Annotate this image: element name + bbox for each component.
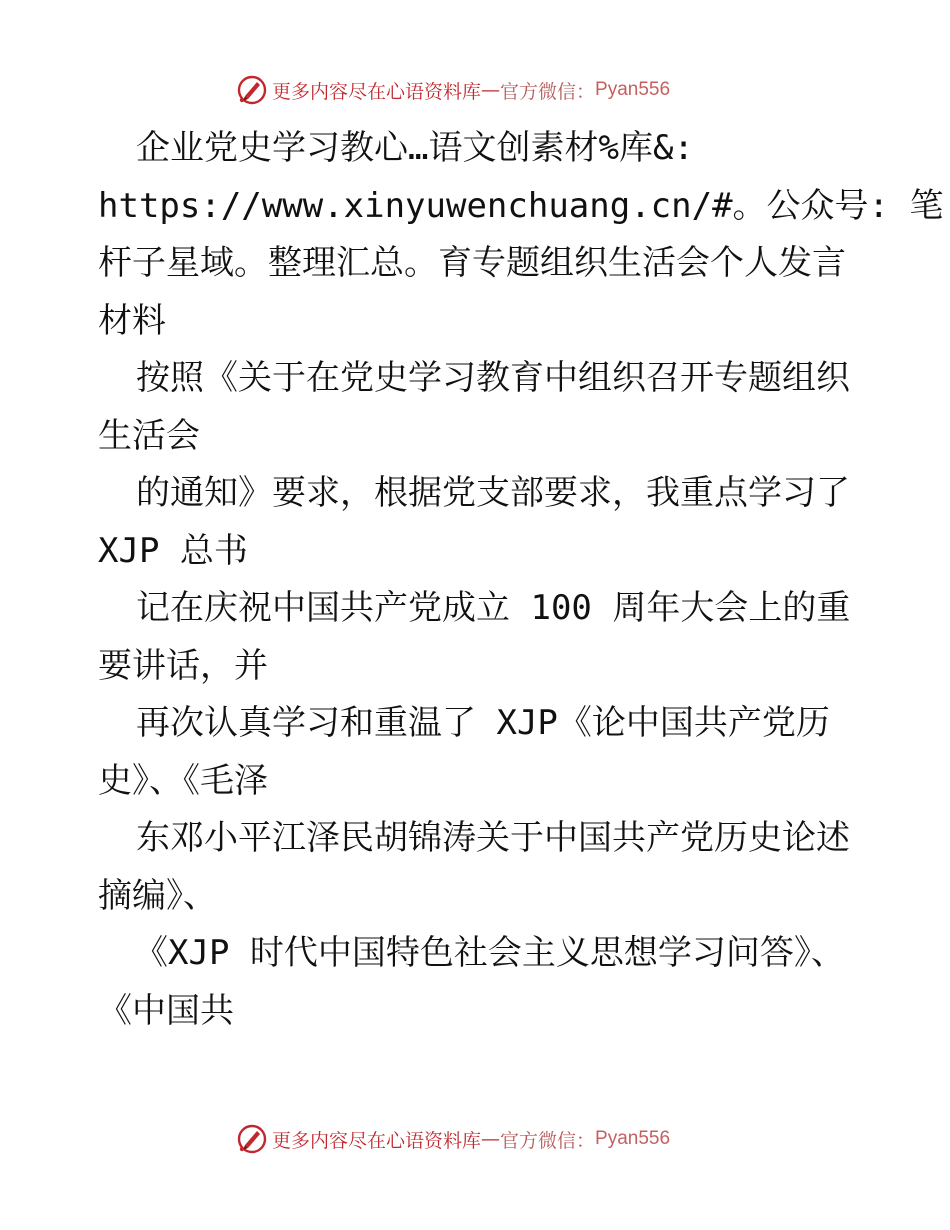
watermark-text: 更多内容尽在心语资料库: [272, 1129, 482, 1152]
text-line: 《中国共: [98, 990, 234, 1031]
pen-logo-icon: [236, 74, 268, 106]
text-line: 再次认真学习和重温了 XJP《论中国共产党历: [136, 703, 830, 743]
footer-watermark: [236, 1122, 716, 1156]
text-line: 记在庆祝中国共产党成立 100 周年大会上的重: [136, 588, 851, 628]
text-line: 材料: [98, 300, 166, 341]
text-line: 史》、《毛泽: [98, 760, 268, 801]
text-line: XJP 总书: [98, 530, 248, 571]
body-text: [98, 120, 944, 1040]
text-line: 东邓小平江泽民胡锦涛关于中国共产党历史论述: [136, 818, 850, 858]
text-line: 摘编》、: [98, 875, 217, 916]
text-line: 按照《关于在党史学习教育中组织召开专题组织: [136, 358, 850, 398]
text-line: https://www.xinyuwenchuang.cn/#。公众号: 笔: [98, 185, 944, 226]
watermark-wechat-id: Pyan556: [595, 79, 671, 100]
watermark-wechat-label: 官方微信：: [500, 1129, 596, 1152]
text-line: 要讲话，并: [98, 645, 268, 686]
text-line: 生活会: [98, 415, 200, 456]
watermark-wechat-id: Pyan556: [595, 1128, 671, 1149]
watermark-wechat-label: 官方微信：: [500, 80, 596, 103]
text-line: 企业党史学习教心…语文创素材%库&:: [136, 128, 694, 168]
watermark-dash: —: [481, 1128, 501, 1150]
text-line: 的通知》要求，根据党支部要求，我重点学习了: [136, 473, 850, 513]
watermark-dash: —: [481, 79, 501, 101]
watermark-text: 更多内容尽在心语资料库: [272, 80, 482, 103]
text-line: 《XJP 时代中国特色社会主义思想学习问答》、: [134, 933, 845, 973]
header-watermark: [236, 73, 716, 107]
pen-logo-icon: [236, 1123, 268, 1155]
text-line: 杆子星域。整理汇总。育专题组织生活会个人发言: [98, 243, 846, 283]
